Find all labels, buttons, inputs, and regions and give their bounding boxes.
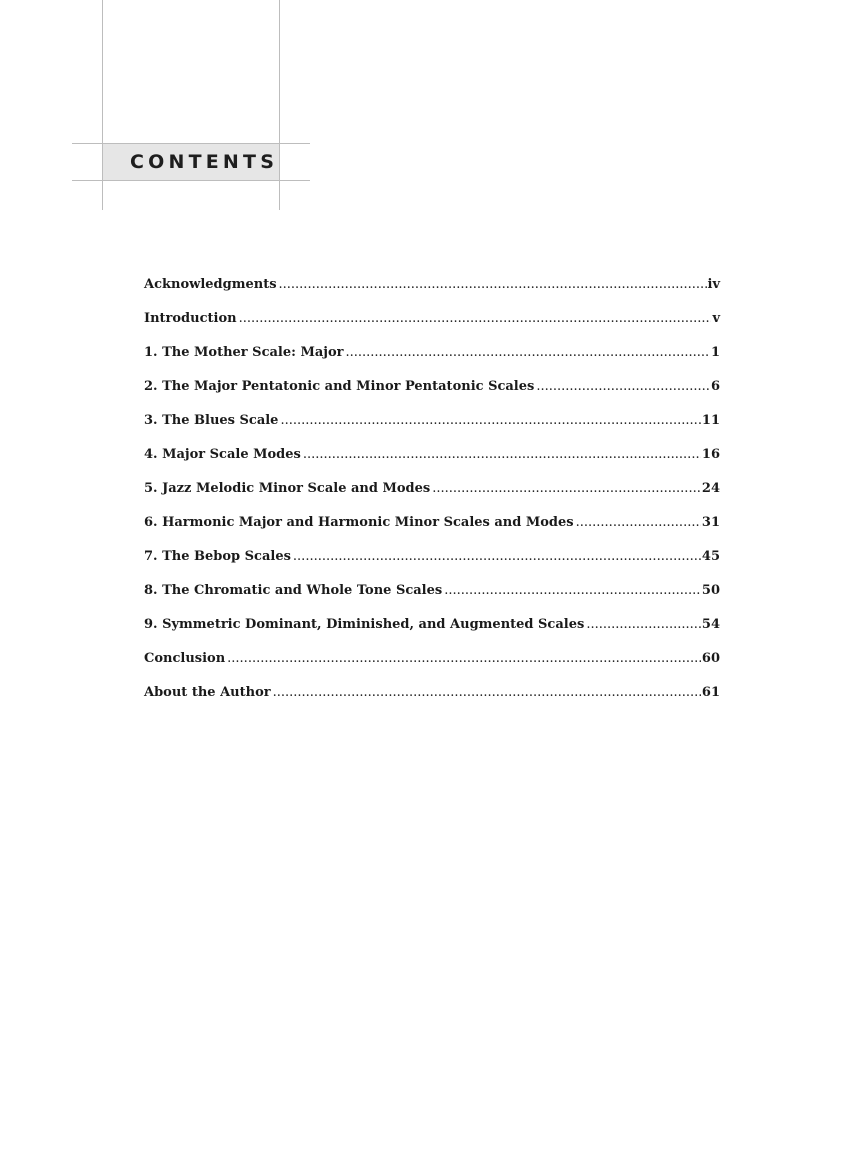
frame-line-bottom xyxy=(72,180,310,181)
toc-entry[interactable] xyxy=(144,682,720,716)
toc-dot-leader xyxy=(345,342,709,364)
contents-heading: CONTENTS xyxy=(130,151,279,173)
toc-entry[interactable] xyxy=(144,648,720,682)
toc-entry[interactable] xyxy=(144,512,720,546)
toc-entry-title: About the Author xyxy=(144,685,271,700)
toc-entry-page: 6 xyxy=(710,379,720,394)
toc-dot-leader xyxy=(586,614,701,636)
frame-line-right xyxy=(279,0,280,210)
toc-entry[interactable] xyxy=(144,308,720,342)
toc-entry[interactable] xyxy=(144,580,720,614)
toc-entry-page: 11 xyxy=(701,413,720,428)
toc-dot-leader xyxy=(280,410,700,432)
toc-dot-leader xyxy=(293,546,701,568)
toc-entry[interactable] xyxy=(144,546,720,580)
toc-entry-title: 9. Symmetric Dominant, Diminished, and Augmented Scales xyxy=(144,617,585,632)
toc-dot-leader xyxy=(444,580,701,602)
toc-entry[interactable] xyxy=(144,478,720,512)
toc-dot-leader xyxy=(303,444,701,466)
toc-dot-leader xyxy=(273,682,701,704)
toc-entry-title: 2. The Major Pentatonic and Minor Pentatonic Scales xyxy=(144,379,535,394)
toc-dot-leader xyxy=(227,648,701,670)
toc-entry[interactable] xyxy=(144,342,720,376)
toc-entry[interactable] xyxy=(144,410,720,444)
toc-entry-title: 8. The Chromatic and Whole Tone Scales xyxy=(144,583,443,598)
toc-entry-title: 7. The Bebop Scales xyxy=(144,549,291,564)
toc-entry-title: 1. The Mother Scale: Major xyxy=(144,345,344,360)
toc-dot-leader xyxy=(279,274,707,296)
toc-entry-page: 1 xyxy=(710,345,720,360)
toc-list xyxy=(144,274,720,716)
toc-entry[interactable] xyxy=(144,376,720,410)
toc-entry[interactable] xyxy=(144,274,720,308)
toc-entry-page: 45 xyxy=(701,549,720,564)
toc-dot-leader xyxy=(432,478,701,500)
toc-entry-page: v xyxy=(712,311,720,326)
toc-entry-title: 6. Harmonic Major and Harmonic Minor Scales and Modes xyxy=(144,515,574,530)
toc-entry-page: 60 xyxy=(701,651,720,666)
toc-entry-page: 24 xyxy=(701,481,720,496)
toc-entry-title: 5. Jazz Melodic Minor Scale and Modes xyxy=(144,481,431,496)
toc-entry[interactable] xyxy=(144,444,720,478)
toc-entry-page: 54 xyxy=(701,617,720,632)
toc-entry[interactable] xyxy=(144,614,720,648)
toc-entry-title: Introduction xyxy=(144,311,237,326)
toc-entry-page: 61 xyxy=(701,685,720,700)
toc-entry-page: 50 xyxy=(701,583,720,598)
toc-entry-title: 4. Major Scale Modes xyxy=(144,447,301,462)
toc-dot-leader xyxy=(536,376,710,398)
toc-entry-title: Conclusion xyxy=(144,651,226,666)
toc-entry-title: Acknowledgments xyxy=(144,277,277,292)
toc-entry-page: iv xyxy=(707,277,720,292)
toc-dot-leader xyxy=(239,308,712,330)
toc-entry-page: 31 xyxy=(701,515,720,530)
toc-entry-page: 16 xyxy=(701,447,720,462)
toc-dot-leader xyxy=(576,512,701,534)
toc-entry-title: 3. The Blues Scale xyxy=(144,413,279,428)
